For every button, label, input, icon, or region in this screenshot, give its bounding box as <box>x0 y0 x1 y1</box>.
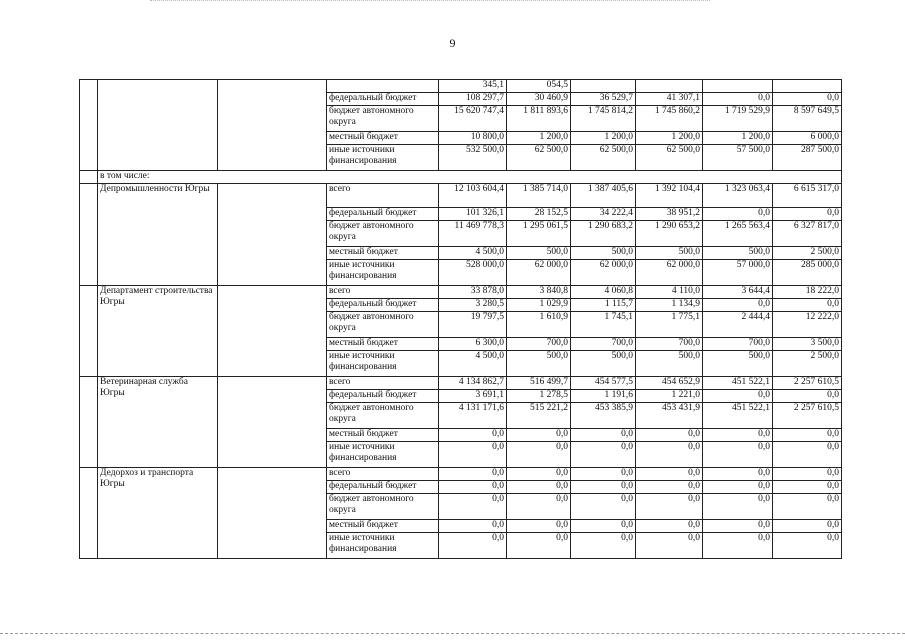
value-cell-y2022: 0,0 <box>703 442 773 468</box>
value-cell-y2021: 700,0 <box>636 338 703 351</box>
value-cell-y2020: 34 222,4 <box>571 208 636 221</box>
funding-source-cell: федеральный бюджет <box>327 208 439 221</box>
organization-cell <box>98 80 218 171</box>
value-cell-y2023: 0,0 <box>773 208 842 221</box>
index-cell <box>80 184 98 286</box>
value-cell-y2019: 515 221,2 <box>507 403 571 429</box>
value-cell-y2022: 500,0 <box>703 247 773 260</box>
value-cell-y2022: 57 500,0 <box>703 145 773 171</box>
value-cell-y2022: 1 265 563,4 <box>703 221 773 247</box>
value-cell-y2023: 0,0 <box>773 429 842 442</box>
value-cell-y2019: 0,0 <box>507 442 571 468</box>
funding-source-cell: иные источники финансирования <box>327 145 439 171</box>
index-cell <box>80 468 98 559</box>
value-cell-y2019: 30 460,9 <box>507 93 571 106</box>
value-cell-y2020: 700,0 <box>571 338 636 351</box>
value-cell-y2021: 0,0 <box>636 429 703 442</box>
value-cell-y2021: 454 652,9 <box>636 377 703 390</box>
funding-source-cell: федеральный бюджет <box>327 299 439 312</box>
organization-cell: Дедорхоз и транспорта Югры <box>98 468 218 559</box>
value-cell-y2023: 2 500,0 <box>773 247 842 260</box>
funding-source-cell: местный бюджет <box>327 247 439 260</box>
value-cell-y2019: 054,5 <box>507 80 571 93</box>
funding-source-cell: всего <box>327 377 439 390</box>
value-cell-total: 6 300,0 <box>439 338 507 351</box>
value-cell-total: 532 500,0 <box>439 145 507 171</box>
value-cell-y2021: 0,0 <box>636 481 703 494</box>
value-cell-y2023: 0,0 <box>773 299 842 312</box>
value-cell-total: 0,0 <box>439 533 507 559</box>
value-cell-y2020: 1 115,7 <box>571 299 636 312</box>
value-cell-y2019: 0,0 <box>507 468 571 481</box>
funding-source-cell: бюджет автономного округа <box>327 106 439 132</box>
value-cell-y2019: 1 385 714,0 <box>507 184 571 208</box>
value-cell-y2020: 62 000,0 <box>571 260 636 286</box>
funding-source-cell: иные источники финансирования <box>327 533 439 559</box>
value-cell-y2019: 62 500,0 <box>507 145 571 171</box>
value-cell-total: 4 134 862,7 <box>439 377 507 390</box>
value-cell-y2022: 0,0 <box>703 533 773 559</box>
blank-cell <box>218 468 327 559</box>
value-cell-y2023: 2 257 610,5 <box>773 403 842 429</box>
blank-cell <box>218 286 327 377</box>
value-cell-y2022: 0,0 <box>703 429 773 442</box>
funding-source-cell: федеральный бюджет <box>327 390 439 403</box>
value-cell-y2021: 1 775,1 <box>636 312 703 338</box>
table-row <box>80 184 842 208</box>
page-number: 9 <box>449 36 456 50</box>
value-cell-y2019: 500,0 <box>507 351 571 377</box>
table-row <box>80 377 842 390</box>
value-cell-total: 0,0 <box>439 429 507 442</box>
value-cell-total: 11 469 778,3 <box>439 221 507 247</box>
value-cell-y2022: 0,0 <box>703 93 773 106</box>
funding-source-cell: иные источники финансирования <box>327 260 439 286</box>
table-row <box>80 468 842 481</box>
value-cell-y2019: 0,0 <box>507 494 571 520</box>
value-cell-y2019: 0,0 <box>507 520 571 533</box>
value-cell-y2022: 1 200,0 <box>703 132 773 145</box>
value-cell-y2023: 2 257 610,5 <box>773 377 842 390</box>
value-cell-y2023: 0,0 <box>773 93 842 106</box>
funding-source-cell: всего <box>327 286 439 299</box>
value-cell-y2021: 500,0 <box>636 247 703 260</box>
value-cell-y2019: 500,0 <box>507 247 571 260</box>
value-cell-y2023: 0,0 <box>773 520 842 533</box>
value-cell-y2019: 3 840,8 <box>507 286 571 299</box>
scan-top-edge <box>150 0 710 2</box>
value-cell-y2022: 451 522,1 <box>703 377 773 390</box>
value-cell-total: 0,0 <box>439 520 507 533</box>
value-cell-y2019: 1 200,0 <box>507 132 571 145</box>
funding-source-cell: всего <box>327 184 439 208</box>
value-cell-y2022: 700,0 <box>703 338 773 351</box>
value-cell-y2019: 516 499,7 <box>507 377 571 390</box>
value-cell-y2020: 0,0 <box>571 468 636 481</box>
value-cell-y2021: 62 000,0 <box>636 260 703 286</box>
scan-bottom-edge <box>0 633 905 635</box>
value-cell-y2020: 1 200,0 <box>571 132 636 145</box>
value-cell-y2023: 0,0 <box>773 468 842 481</box>
value-cell-y2021: 0,0 <box>636 494 703 520</box>
value-cell-y2021: 0,0 <box>636 442 703 468</box>
value-cell-total: 101 326,1 <box>439 208 507 221</box>
value-cell-y2020: 62 500,0 <box>571 145 636 171</box>
value-cell-y2022: 3 644,4 <box>703 286 773 299</box>
funding-source-cell: бюджет автономного округа <box>327 312 439 338</box>
value-cell-y2020: 0,0 <box>571 481 636 494</box>
value-cell-y2022 <box>703 80 773 93</box>
value-cell-y2023: 12 222,0 <box>773 312 842 338</box>
value-cell-y2022: 0,0 <box>703 468 773 481</box>
value-cell-total: 4 500,0 <box>439 351 507 377</box>
value-cell-total: 4 500,0 <box>439 247 507 260</box>
value-cell-y2021: 1 221,0 <box>636 390 703 403</box>
value-cell-total: 0,0 <box>439 494 507 520</box>
value-cell-total: 0,0 <box>439 442 507 468</box>
value-cell-y2019: 700,0 <box>507 338 571 351</box>
value-cell-y2019: 1 295 061,5 <box>507 221 571 247</box>
value-cell-y2021: 1 200,0 <box>636 132 703 145</box>
value-cell-y2022: 0,0 <box>703 481 773 494</box>
value-cell-y2022: 500,0 <box>703 351 773 377</box>
value-cell-y2020: 1 387 405,6 <box>571 184 636 208</box>
funding-source-cell: местный бюджет <box>327 429 439 442</box>
value-cell-y2021: 4 110,0 <box>636 286 703 299</box>
value-cell-y2023: 0,0 <box>773 494 842 520</box>
blank-cell <box>218 377 327 468</box>
value-cell-y2023: 0,0 <box>773 481 842 494</box>
value-cell-y2021: 453 431,9 <box>636 403 703 429</box>
table-row <box>80 80 842 93</box>
value-cell-y2022: 2 444,4 <box>703 312 773 338</box>
value-cell-y2022: 1 719 529,9 <box>703 106 773 132</box>
funding-source-cell <box>327 80 439 93</box>
funding-source-cell: бюджет автономного округа <box>327 403 439 429</box>
value-cell-y2021: 41 307,1 <box>636 93 703 106</box>
organization-cell: Ветеринарная служба Югры <box>98 377 218 468</box>
value-cell-total: 33 878,0 <box>439 286 507 299</box>
value-cell-y2023: 0,0 <box>773 442 842 468</box>
organization-cell: Департамент строительства Югры <box>98 286 218 377</box>
funding-source-cell: федеральный бюджет <box>327 93 439 106</box>
value-cell-y2020: 0,0 <box>571 520 636 533</box>
value-cell-y2022: 1 323 063,4 <box>703 184 773 208</box>
value-cell-y2023: 287 500,0 <box>773 145 842 171</box>
value-cell-total: 19 797,5 <box>439 312 507 338</box>
value-cell-y2020: 4 060,8 <box>571 286 636 299</box>
value-cell-y2023: 2 500,0 <box>773 351 842 377</box>
value-cell-y2021: 0,0 <box>636 520 703 533</box>
value-cell-y2022: 0,0 <box>703 494 773 520</box>
value-cell-y2022: 0,0 <box>703 299 773 312</box>
value-cell-y2021: 500,0 <box>636 351 703 377</box>
value-cell-y2021: 62 500,0 <box>636 145 703 171</box>
value-cell-y2023: 285 000,0 <box>773 260 842 286</box>
value-cell-y2022: 0,0 <box>703 208 773 221</box>
value-cell-y2021: 1 290 653,2 <box>636 221 703 247</box>
index-cell <box>80 377 98 468</box>
value-cell-y2019: 62 000,0 <box>507 260 571 286</box>
value-cell-y2023: 6 000,0 <box>773 132 842 145</box>
value-cell-total: 345,1 <box>439 80 507 93</box>
value-cell-y2020: 1 745 814,2 <box>571 106 636 132</box>
funding-source-cell: местный бюджет <box>327 338 439 351</box>
value-cell-total: 15 620 747,4 <box>439 106 507 132</box>
funding-source-cell: иные источники финансирования <box>327 442 439 468</box>
value-cell-y2021: 38 951,2 <box>636 208 703 221</box>
value-cell-y2023: 0,0 <box>773 390 842 403</box>
blank-cell <box>218 184 327 286</box>
value-cell-y2019: 1 029,9 <box>507 299 571 312</box>
value-cell-y2021: 1 392 104,4 <box>636 184 703 208</box>
value-cell-y2023: 3 500,0 <box>773 338 842 351</box>
value-cell-y2022: 0,0 <box>703 390 773 403</box>
funding-source-cell: местный бюджет <box>327 520 439 533</box>
value-cell-y2021: 0,0 <box>636 468 703 481</box>
value-cell-y2022: 451 522,1 <box>703 403 773 429</box>
value-cell-y2019: 0,0 <box>507 481 571 494</box>
value-cell-y2020: 1 745,1 <box>571 312 636 338</box>
section-label: в том числе: <box>98 171 842 184</box>
value-cell-total: 0,0 <box>439 468 507 481</box>
value-cell-total: 3 691,1 <box>439 390 507 403</box>
organization-cell: Депромышленности Югры <box>98 184 218 286</box>
value-cell-y2023: 0,0 <box>773 533 842 559</box>
value-cell-total: 12 103 604,4 <box>439 184 507 208</box>
value-cell-y2021: 1 745 860,2 <box>636 106 703 132</box>
value-cell-y2023: 18 222,0 <box>773 286 842 299</box>
value-cell-total: 3 280,5 <box>439 299 507 312</box>
value-cell-y2023 <box>773 80 842 93</box>
funding-source-cell: бюджет автономного округа <box>327 494 439 520</box>
value-cell-y2021: 0,0 <box>636 533 703 559</box>
value-cell-y2023: 6 615 317,0 <box>773 184 842 208</box>
value-cell-total: 4 131 171,6 <box>439 403 507 429</box>
value-cell-y2020: 1 191,6 <box>571 390 636 403</box>
funding-source-cell: местный бюджет <box>327 132 439 145</box>
value-cell-y2020: 500,0 <box>571 247 636 260</box>
value-cell-y2020: 1 290 683,2 <box>571 221 636 247</box>
funding-source-cell: бюджет автономного округа <box>327 221 439 247</box>
value-cell-y2020: 453 385,9 <box>571 403 636 429</box>
value-cell-total: 108 297,7 <box>439 93 507 106</box>
value-cell-y2020: 0,0 <box>571 494 636 520</box>
funding-source-cell: иные источники финансирования <box>327 351 439 377</box>
value-cell-y2019: 1 811 893,6 <box>507 106 571 132</box>
value-cell-y2019: 0,0 <box>507 429 571 442</box>
value-cell-y2021: 1 134,9 <box>636 299 703 312</box>
value-cell-total: 10 800,0 <box>439 132 507 145</box>
value-cell-y2022: 0,0 <box>703 520 773 533</box>
index-cell <box>80 286 98 377</box>
value-cell-y2020 <box>571 80 636 93</box>
value-cell-y2019: 0,0 <box>507 533 571 559</box>
value-cell-y2019: 28 152,5 <box>507 208 571 221</box>
budget-table <box>79 79 842 559</box>
value-cell-y2020: 36 529,7 <box>571 93 636 106</box>
funding-source-cell: всего <box>327 468 439 481</box>
value-cell-total: 528 000,0 <box>439 260 507 286</box>
funding-source-cell: федеральный бюджет <box>327 481 439 494</box>
value-cell-y2023: 8 597 649,5 <box>773 106 842 132</box>
budget-table-body <box>80 80 842 559</box>
value-cell-y2020: 0,0 <box>571 429 636 442</box>
blank-cell <box>80 171 98 184</box>
table-row-section <box>80 171 842 184</box>
value-cell-y2020: 0,0 <box>571 442 636 468</box>
value-cell-y2020: 500,0 <box>571 351 636 377</box>
value-cell-y2019: 1 278,5 <box>507 390 571 403</box>
value-cell-y2020: 454 577,5 <box>571 377 636 390</box>
blank-cell <box>218 80 327 171</box>
value-cell-y2020: 0,0 <box>571 533 636 559</box>
value-cell-y2021 <box>636 80 703 93</box>
value-cell-total: 0,0 <box>439 481 507 494</box>
table-row <box>80 286 842 299</box>
value-cell-y2019: 1 610,9 <box>507 312 571 338</box>
value-cell-y2022: 57 000,0 <box>703 260 773 286</box>
value-cell-y2023: 6 327 817,0 <box>773 221 842 247</box>
index-cell <box>80 80 98 171</box>
